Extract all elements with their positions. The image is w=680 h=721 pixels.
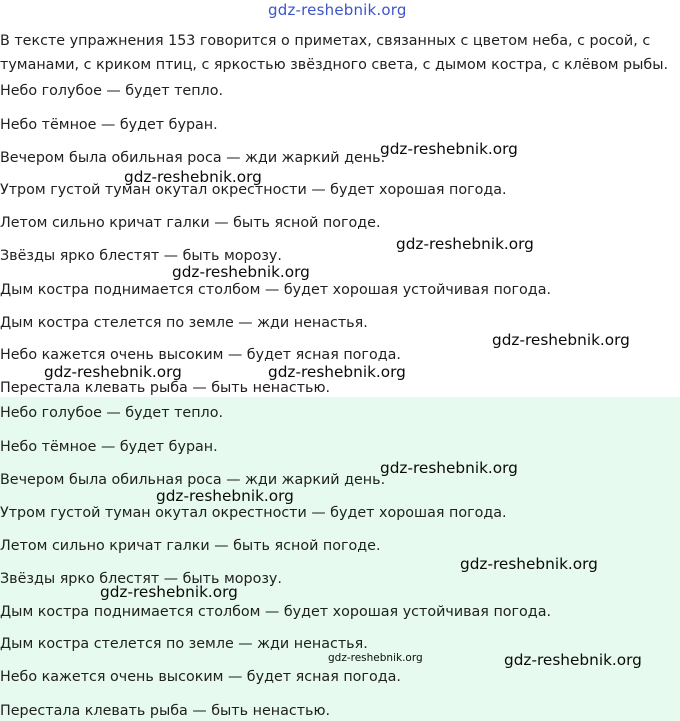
sign-line: Летом сильно кричат галки — быть ясной погоде. bbox=[0, 215, 381, 231]
sign-line: Дым костра поднимается столбом — будет хорошая устойчивая погода. bbox=[0, 282, 551, 298]
answer-line: Звёзды ярко блестят — быть морозу. bbox=[0, 571, 282, 587]
watermark: gdz-reshebnik.org bbox=[396, 235, 534, 253]
site-header bbox=[0, 0, 680, 26]
sign-line: Дым костра стелется по земле — жди ненастья. bbox=[0, 315, 368, 331]
answer-line: Дым костра поднимается столбом — будет хорошая устойчивая погода. bbox=[0, 604, 551, 620]
watermark: gdz-reshebnik.org bbox=[328, 652, 423, 664]
watermark: gdz-reshebnik.org bbox=[504, 651, 642, 669]
sign-line: Небо кажется очень высоким — будет ясная погода. bbox=[0, 347, 401, 363]
watermark: gdz-reshebnik.org bbox=[460, 555, 598, 573]
watermark: gdz-reshebnik.org bbox=[172, 263, 310, 281]
site-title-link[interactable]: gdz-reshebnik.org bbox=[268, 1, 407, 19]
answer-line: Небо кажется очень высоким — будет ясная погода. bbox=[0, 669, 401, 685]
answer-line: Летом сильно кричат галки — быть ясной погоде. bbox=[0, 538, 381, 554]
sign-line: Утром густой туман окутал окрестности — будет хорошая погода. bbox=[0, 182, 507, 198]
answer-line: Небо тёмное — будет буран. bbox=[0, 439, 218, 455]
watermark: gdz-reshebnik.org bbox=[156, 487, 294, 505]
watermark: gdz-reshebnik.org bbox=[380, 459, 518, 477]
sign-line: Вечером была обильная роса — жди жаркий день. bbox=[0, 150, 386, 166]
answer-line: Перестала клевать рыба — быть ненастью. bbox=[0, 703, 331, 719]
watermark: gdz-reshebnik.org bbox=[44, 363, 182, 381]
sign-line: Небо тёмное — будет буран. bbox=[0, 117, 218, 133]
answer-line: Небо голубое — будет тепло. bbox=[0, 405, 223, 421]
sign-line: Перестала клевать рыба — быть ненастью. bbox=[0, 380, 331, 396]
watermark: gdz-reshebnik.org bbox=[100, 583, 238, 601]
sign-line: Небо голубое — будет тепло. bbox=[0, 83, 223, 99]
sign-line: Звёзды ярко блестят — быть морозу. bbox=[0, 248, 282, 264]
watermark: gdz-reshebnik.org bbox=[380, 140, 518, 158]
watermark: gdz-reshebnik.org bbox=[124, 168, 262, 186]
intro-paragraph: В тексте упражнения 153 говорится о приметах, связанных с цветом неба, с росой, с туманами, с криком птиц, с яркостью звёздного света, с дымом костра, с клёвом рыбы. bbox=[0, 33, 669, 73]
answer-line: Дым костра стелется по земле — жди ненастья. bbox=[0, 636, 368, 652]
watermark: gdz-reshebnik.org bbox=[492, 331, 630, 349]
watermark: gdz-reshebnik.org bbox=[268, 363, 406, 381]
answer-line: Вечером была обильная роса — жди жаркий день. bbox=[0, 472, 386, 488]
answer-line: Утром густой туман окутал окрестности — будет хорошая погода. bbox=[0, 505, 507, 521]
